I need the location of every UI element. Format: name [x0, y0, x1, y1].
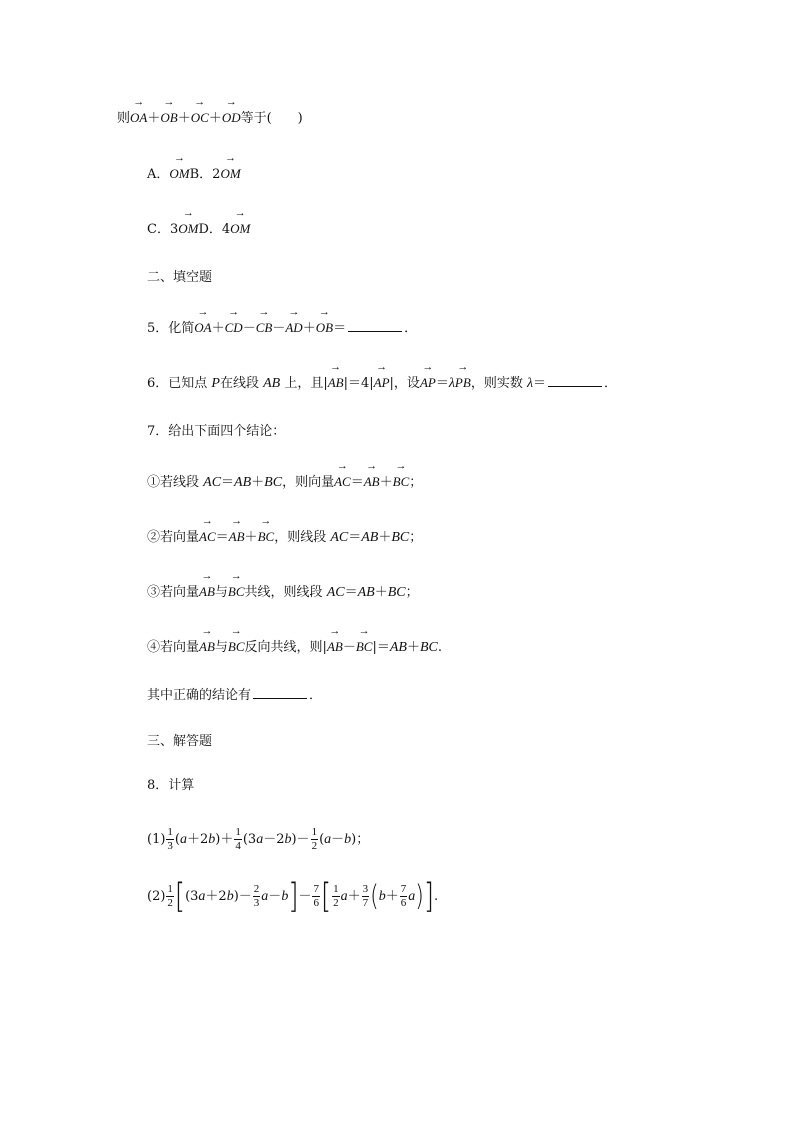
q8-stem: 8．计算 [147, 778, 195, 793]
option-c-vector: → OM [178, 219, 198, 239]
conclusion-2: ②若向量→ AC＝→ AB＋→ BC，则线段 AC＝AB＋BC； [147, 527, 422, 548]
fraction: $\frac{1}{2}$ [311, 826, 318, 852]
vector-ob: → OB [160, 108, 177, 128]
fraction: $\frac{1}{2}$ [333, 883, 339, 909]
vector-oc: → OC [191, 108, 209, 128]
conclusion-4: ④若向量→ AB与→ BC反向共线，则|→ AB－→ BC|＝AB＋BC. [147, 637, 442, 658]
fraction: $\frac{2}{3}$ [253, 883, 260, 909]
option-a-vector: → OM [169, 164, 189, 184]
conclusion-1: ①若线段 AC＝AB＋BC，则向量→ AC＝→ AB＋→ BC； [147, 472, 422, 493]
q5-answer-blank [348, 319, 402, 332]
conclusion-3: ③若向量→ AB与→ BC共线，则线段 AC＝AB＋BC； [147, 582, 419, 603]
fraction: $\frac{1}{2}$ [167, 883, 173, 909]
fraction: $\frac{7}{6}$ [400, 883, 407, 909]
q7-answer-line: 其中正确的结论有 ． [147, 688, 323, 703]
option-b-vector: → OM [220, 164, 240, 184]
q5: 5．化简→ OA＋→ CD－→ CB－→ AD＋→ OB＝ ． [147, 318, 417, 339]
section-fill-blank-heading: 二、填空题 [147, 270, 213, 285]
q4-options-cd: C．3→ OMD．4→ OM [147, 219, 250, 240]
q4-stem: 则→ OA＋→ OB＋→ OC＋→ OD等于( ) [117, 108, 303, 129]
q7-answer-blank [253, 686, 307, 699]
section-solve-heading: 三、解答题 [147, 734, 213, 749]
q8-expression-1: (1) $\frac{1}{3}$ (a＋2b)＋ $\frac{1}{4}$ (3a－2b)－ $\frac{1}{2}$ (a－b)； [147, 826, 370, 852]
q6-answer-blank [548, 374, 602, 387]
vector-od: → OD [222, 108, 241, 128]
q8-expression-2: (2) $\frac{1}{2}$ [(3a＋2b)－ $\frac{2}{3}$ a－b]－ $\frac{7}{6}$ [ $\frac{1}{2}$ a＋ $\frac{3}{7}$ (b＋ $\frac{7}{6}$ a)]. [147, 877, 439, 916]
option-d-vector: → OM [230, 219, 250, 239]
fraction: $\frac{7}{6}$ [313, 883, 319, 909]
q7-stem: 7．给出下面四个结论： [147, 424, 286, 439]
fraction: $\frac{1}{3}$ [167, 826, 173, 852]
vector-oa: → OA [130, 108, 147, 128]
q6: 6．已知点 P在线段 AB 上，且|→ AB|＝4|→ AP|，设→ AP＝λ→ PB，则实数 λ＝ ． [147, 373, 617, 394]
fraction: $\frac{3}{7}$ [362, 883, 369, 909]
fraction: $\frac{1}{4}$ [235, 826, 241, 852]
q4-options-ab: A．→ OMB．2→ OM [147, 164, 241, 185]
